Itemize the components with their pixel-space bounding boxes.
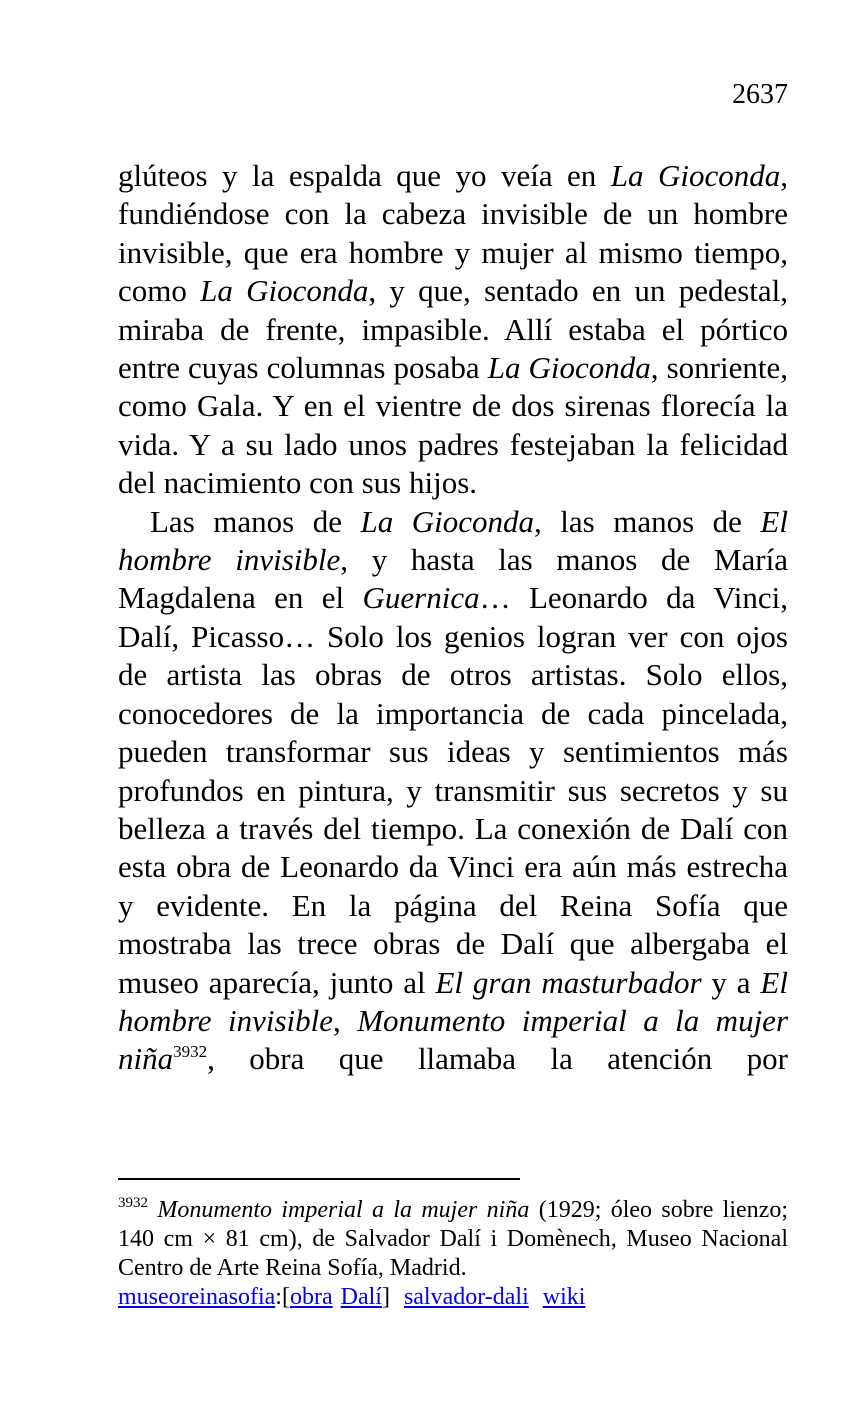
paragraph bbox=[118, 503, 788, 1079]
text-run: glúteos y la espalda que yo veía en bbox=[118, 158, 611, 193]
footnote-divider bbox=[118, 1178, 520, 1180]
text-run: , y hasta las manos de María Magdalena en el bbox=[118, 542, 788, 616]
link-punctuation: :[ bbox=[275, 1284, 290, 1310]
link-salvador-dali[interactable]: salvador-dali bbox=[403, 1284, 529, 1310]
artwork-title: Guernica bbox=[362, 580, 480, 616]
footnote-number: 3932 bbox=[118, 1195, 148, 1211]
artwork-title: El hombre invisible bbox=[118, 964, 788, 1038]
artwork-title: Monumento imperial a la mujer niña bbox=[118, 1002, 789, 1077]
link-museoreinasofia[interactable]: museoreinasofia bbox=[118, 1284, 276, 1310]
link-dali[interactable]: Dalí bbox=[340, 1284, 382, 1310]
footnote-links bbox=[118, 1283, 788, 1312]
artwork-title: La Gioconda bbox=[200, 273, 369, 309]
footnote-text bbox=[118, 1196, 788, 1283]
artwork-title: El gran masturbador bbox=[435, 964, 702, 1000]
text-run: y a bbox=[701, 964, 761, 1000]
footnote bbox=[118, 1196, 788, 1312]
page-number: 2637 bbox=[732, 79, 788, 110]
paragraph bbox=[118, 157, 788, 503]
artwork-title: El hombre invisible bbox=[118, 503, 788, 578]
text-run: , obra que llamaba la atención por bbox=[207, 1041, 788, 1077]
link-obra[interactable]: obra bbox=[289, 1284, 333, 1310]
link-punctuation: ] bbox=[381, 1284, 390, 1310]
artwork-title: La Gioconda bbox=[487, 350, 651, 386]
text-run: , fundiéndose con la cabeza invisible de un hombre invisible, que era hombre y mujer al mismo tiempo, como bbox=[118, 158, 788, 309]
body-text bbox=[118, 157, 788, 1079]
text-run: , las manos de bbox=[534, 503, 761, 539]
footnote-body: (1929; óleo sobre lienzo; 140 cm × 81 cm), de Salvador Dalí i Domènech, Museo Nacional Centro de Arte Reina Sofía, Madrid. bbox=[118, 1197, 788, 1281]
artwork-title: La Gioconda bbox=[360, 503, 534, 539]
text-run: … Leonardo da Vinci, Dalí, Picasso… Solo los genios logran ver con ojos de artista las obras de otros artistas. Solo ellos, conocedores de la importancia de cada pincelada, pueden transformar sus ideas y sentimientos más profundos en pintura, y transmitir sus secretos y su belleza a través del tiempo. La conexión de Dalí con esta obra de Leonardo da Vinci era aún más estrecha y evidente. En la página del Reina Sofía que mostraba las trece obras de Dalí que albergaba el museo aparecía, junto al bbox=[118, 580, 788, 1000]
footnote-artwork-title: Monumento imperial a la mujer niña bbox=[157, 1197, 530, 1223]
artwork-title: La Gioconda bbox=[610, 158, 781, 193]
footnote-reference[interactable]: 3932 bbox=[173, 1042, 208, 1062]
link-wiki[interactable]: wiki bbox=[542, 1284, 586, 1310]
text-run: Las manos de bbox=[150, 503, 361, 539]
text-run: , y que, sentado en un pedestal, miraba de frente, impasible. Allí estaba el pórtico entre cuyas columnas posaba bbox=[118, 273, 789, 386]
text-run: , bbox=[333, 1002, 358, 1038]
text-run: , sonriente, como Gala. Y en el vientre de dos sirenas florecía la vida. Y a su lado unos padres festejaban la felicidad del nacimiento con sus hijos. bbox=[118, 350, 788, 501]
